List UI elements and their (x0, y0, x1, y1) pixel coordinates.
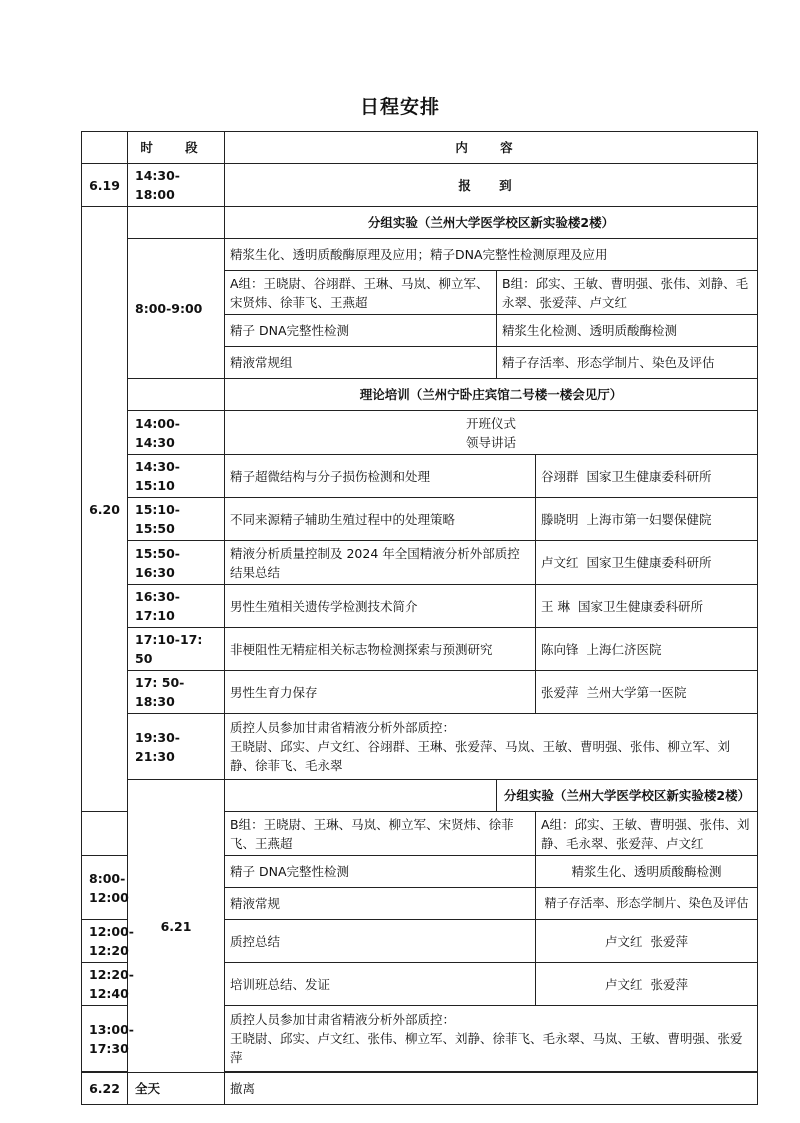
table-header-row (82, 132, 758, 164)
content-cell: 质控总结 (225, 920, 536, 963)
table-row (82, 411, 758, 455)
time-cell: 16:30-17:10 (128, 585, 225, 628)
table-row (82, 780, 758, 812)
content-cell (225, 714, 758, 780)
group-a-task: 精子存活率、形态学制片、染色及评估 (536, 888, 758, 920)
time-cell: 15:50-16:30 (128, 541, 225, 585)
opening-ceremony: 开班仪式 (465, 415, 516, 431)
time-cell: 14:30-18:00 (128, 164, 225, 207)
table-row (82, 379, 758, 411)
time-cell (128, 379, 225, 411)
lecture-topic: 男性生殖相关遗传学检测技术简介 (225, 585, 536, 628)
speaker-cell (536, 455, 758, 498)
time-cell: 19:30-21:30 (128, 714, 225, 780)
table-row (82, 541, 758, 585)
speaker-name: 谷翊群 (541, 468, 579, 484)
table-row (82, 455, 758, 498)
table-row (82, 164, 758, 207)
speaker-cell (536, 498, 758, 541)
content-cell: 精浆生化、透明质酸酶原理及应用；精子DNA完整性检测原理及应用 (225, 239, 758, 271)
content-cell: 报 到 (225, 164, 758, 207)
time-cell: 15:10-15:50 (128, 498, 225, 541)
section-title: 分组实验（兰州大学医学校区新实验楼2楼） (225, 207, 758, 239)
people-cell: 卢文红 张爱萍 (536, 920, 758, 963)
speaker-cell (536, 585, 758, 628)
group-b-members: B组：邱实、王敏、曹明强、张伟、刘静、毛永翠、张爱萍、卢文红 (497, 271, 758, 315)
time-cell (225, 780, 497, 812)
speaker-name: 陈向锋 (541, 641, 579, 657)
lecture-topic: 不同来源精子辅助生殖过程中的处理策略 (225, 498, 536, 541)
speaker-name: 王 琳 (541, 598, 570, 614)
page-title: 日程安排 (359, 96, 440, 118)
speaker-name: 卢文红 (541, 555, 579, 570)
speaker-org: 国家卫生健康委科研所 (586, 468, 712, 484)
table-row (82, 714, 758, 780)
group-b-task: 精浆生化检测、透明质酸酶检测 (497, 315, 758, 347)
time-cell: 8:00-12:00 (82, 856, 128, 920)
group-a-task: 精液常规组 (225, 347, 497, 379)
content-cell: 培训班总结、发证 (225, 963, 536, 1006)
table-row (82, 585, 758, 628)
header-date-cell (82, 132, 128, 164)
section-title: 分组实验（兰州大学医学校区新实验楼2楼） (497, 780, 758, 812)
speaker-cell (536, 671, 758, 714)
group-b-task: 精子存活率、形态学制片、染色及评估 (497, 347, 758, 379)
speaker-cell (536, 628, 758, 671)
time-cell (128, 207, 225, 239)
speaker-org: 国家卫生健康委科研所 (586, 555, 712, 570)
speaker-name: 滕晓明 (541, 511, 579, 527)
group-b-task: 精液常规 (225, 888, 536, 920)
group-a-members: A组：王晓尉、谷翊群、王琳、马岚、柳立军、宋贤炜、徐菲飞、王燕超 (225, 271, 497, 315)
time-cell: 8:00-9:00 (128, 239, 225, 379)
table-row (82, 207, 758, 239)
speaker-name: 张爱萍 (541, 684, 579, 700)
time-cell: 12:00-12:20 (82, 920, 128, 963)
leader-speech: 领导讲话 (465, 434, 516, 450)
lecture-topic: 精子超微结构与分子损伤检测和处理 (225, 455, 536, 498)
header-content: 内 容 (225, 132, 758, 164)
content-cell (225, 411, 758, 455)
group-a-task: 精子 DNA完整性检测 (225, 315, 497, 347)
qc-title: 质控人员参加甘肃省精液分析外部质控： (230, 1012, 456, 1027)
date-cell: 6.20 (82, 207, 128, 812)
time-cell: 17:10-17: 50 (128, 628, 225, 671)
lecture-topic: 非梗阻性无精症相关标志物检测探索与预测研究 (225, 628, 536, 671)
qc-names: 王晓尉、邱实、卢文红、谷翊群、王琳、张爱萍、马岚、王敏、曹明强、张伟、柳立军、刘静、徐菲飞、毛永翠 (230, 739, 731, 773)
date-cell: 6.22 (82, 1073, 128, 1105)
time-cell: 14:30-15:10 (128, 455, 225, 498)
speaker-org: 兰州大学第一医院 (586, 684, 687, 700)
group-a-task: 精浆生化、透明质酸酶检测 (536, 856, 758, 888)
time-cell: 13:00-17:30 (82, 1006, 128, 1072)
speaker-cell (536, 541, 758, 585)
group-a-members: A组：邱实、王敏、曹明强、张伟、刘静、毛永翠、张爱萍、卢文红 (536, 812, 758, 856)
table-row (82, 671, 758, 714)
table-row (82, 628, 758, 671)
speaker-org: 上海市第一妇婴保健院 (586, 511, 712, 527)
time-cell (82, 812, 128, 856)
speaker-org: 上海仁济医院 (586, 641, 662, 657)
date-cell: 6.19 (82, 164, 128, 207)
section-title: 理论培训（兰州宁卧庄宾馆二号楼一楼会见厅） (225, 379, 758, 411)
schedule-table (81, 131, 758, 1105)
header-time: 时 段 (128, 132, 225, 164)
speaker-org: 国家卫生健康委科研所 (577, 598, 703, 614)
lecture-topic: 精液分析质量控制及 2024 年全国精液分析外部质控结果总结 (225, 541, 536, 585)
table-row (82, 239, 758, 271)
time-cell: 14:00-14:30 (128, 411, 225, 455)
qc-title: 质控人员参加甘肃省精液分析外部质控： (230, 720, 456, 735)
people-cell: 卢文红 张爱萍 (536, 963, 758, 1006)
table-row (82, 498, 758, 541)
content-cell (225, 1006, 758, 1072)
group-b-task: 精子 DNA完整性检测 (225, 856, 536, 888)
time-cell: 全天 (128, 1073, 225, 1105)
group-b-members: B组：王晓尉、王琳、马岚、柳立军、宋贤炜、徐菲飞、王燕超 (225, 812, 536, 856)
table-row (82, 1073, 758, 1105)
qc-names: 王晓尉、邱实、卢文红、张伟、柳立军、刘静、徐菲飞、毛永翠、马岚、王敏、曹明强、张爱萍 (230, 1031, 743, 1065)
date-cell: 6.21 (128, 780, 225, 1073)
content-cell: 撤离 (225, 1073, 758, 1105)
lecture-topic: 男性生育力保存 (225, 671, 536, 714)
time-cell: 12:20-12:40 (82, 963, 128, 1006)
time-cell: 17: 50-18:30 (128, 671, 225, 714)
